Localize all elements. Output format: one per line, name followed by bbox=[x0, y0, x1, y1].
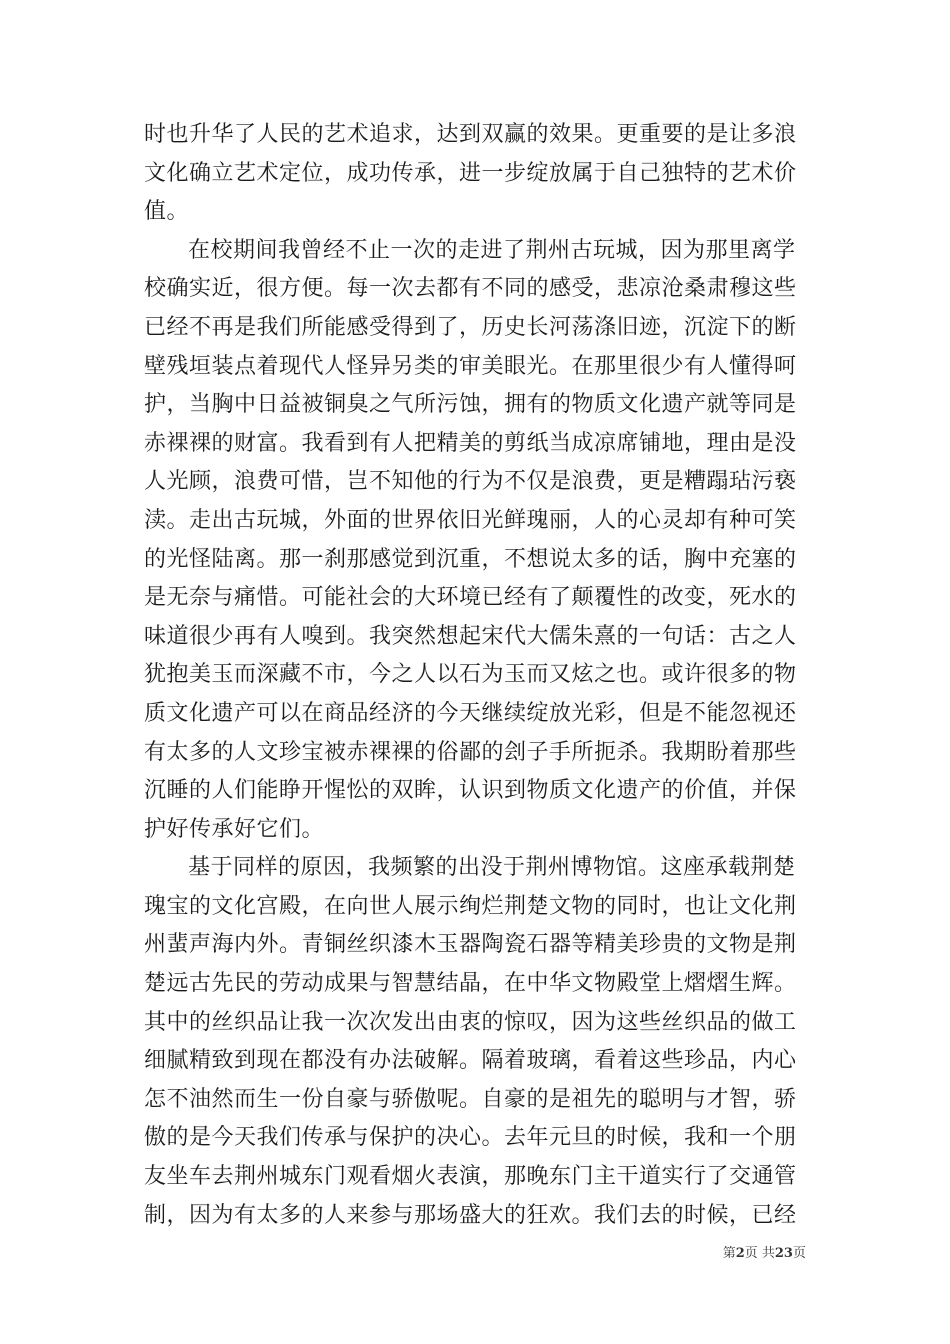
text-line: 值。 bbox=[144, 199, 190, 225]
text-line: 的光怪陆离。那一刹那感觉到沉重，不想说太多的话，胸中充塞的 bbox=[144, 546, 797, 572]
text-line: 时也升华了人民的艺术追求，达到双赢的效果。更重要的是让多浪 bbox=[144, 122, 797, 147]
footer-suffix: 页 bbox=[792, 1246, 806, 1261]
text-line: 楚远古先民的劳动成果与智慧结晶，在中华文物殿堂上熠熠生辉。 bbox=[144, 971, 797, 997]
text-line: 其中的丝织品让我一次次发出由衷的惊叹，因为这些丝织品的做工 bbox=[144, 1009, 797, 1035]
text-line: 细腻精致到现在都没有办法破解。隔着玻璃，看着这些珍品，内心 bbox=[144, 1048, 797, 1074]
text-line: 沉睡的人们能睁开惺忪的双眸，认识到物质文化遗产的价值，并保 bbox=[144, 778, 797, 804]
text-line: 赤裸裸的财富。我看到有人把精美的剪纸当成凉席铺地，理由是没 bbox=[144, 430, 797, 456]
text-line: 有太多的人文珍宝被赤裸裸的俗鄙的刽子手所扼杀。我期盼着那些 bbox=[144, 739, 797, 765]
text-line: 味道很少再有人嗅到。我突然想起宋代大儒朱熹的一句话：古之人 bbox=[144, 623, 797, 649]
text-line: 州蜚声海内外。青铜丝织漆木玉器陶瓷石器等精美珍贵的文物是荆 bbox=[144, 932, 797, 958]
text-line: 护，当胸中日益被铜臭之气所污蚀，拥有的物质文化遗产就等同是 bbox=[144, 392, 797, 418]
text-line: 犹抱美玉而深藏不市，今之人以石为玉而又炫之也。或许很多的物 bbox=[144, 662, 797, 688]
text-line: 文化确立艺术定位，成功传承，进一步绽放属于自己独特的艺术价 bbox=[144, 160, 797, 186]
paragraph bbox=[144, 232, 810, 850]
footer-prefix: 第 bbox=[722, 1246, 736, 1261]
footer-total-pages: 23 bbox=[774, 1246, 793, 1261]
footer-page-number: 2 bbox=[735, 1246, 745, 1261]
paragraph bbox=[144, 116, 810, 232]
text-line: 友坐车去荆州城东门观看烟火表演，那晚东门主干道实行了交通管 bbox=[144, 1164, 797, 1190]
text-line: 在校期间我曾经不止一次的走进了荆州古玩城，因为那里离学 bbox=[188, 237, 796, 263]
text-line: 校确实近，很方便。每一次去都有不同的感受，悲凉沧桑肃穆这些 bbox=[144, 276, 797, 302]
text-line: 怎不油然而生一份自豪与骄傲呢。自豪的是祖先的聪明与才智，骄 bbox=[144, 1086, 797, 1112]
text-line: 人光顾，浪费可惜，岂不知他的行为不仅是浪费，更是糟蹋玷污亵 bbox=[144, 469, 797, 495]
text-line: 基于同样的原因，我频繁的出没于荆州博物馆。这座承载荆楚 bbox=[188, 855, 796, 881]
page-footer bbox=[723, 1246, 806, 1262]
text-line: 已经不再是我们所能感受得到了，历史长河荡涤旧迹，沉淀下的断 bbox=[144, 314, 797, 340]
text-line: 质文化遗产可以在商品经济的今天继续绽放光彩，但是不能忽视还 bbox=[144, 700, 797, 726]
text-line: 瑰宝的文化宫殿，在向世人展示绚烂荆楚文物的同时，也让文化荆 bbox=[144, 893, 797, 919]
paragraph bbox=[144, 849, 810, 1235]
text-line: 制，因为有太多的人来参与那场盛大的狂欢。我们去的时候，已经 bbox=[144, 1202, 797, 1228]
text-line: 壁残垣装点着现代人怪异另类的审美眼光。在那里很少有人懂得呵 bbox=[144, 353, 797, 379]
text-line: 傲的是今天我们传承与保护的决心。去年元旦的时候，我和一个朋 bbox=[144, 1125, 797, 1151]
text-line: 渎。走出古玩城，外面的世界依旧光鲜瑰丽，人的心灵却有种可笑 bbox=[144, 507, 797, 533]
footer-middle: 页 共 bbox=[744, 1246, 775, 1261]
text-line: 是无奈与痛惜。可能社会的大环境已经有了颠覆性的改变，死水的 bbox=[144, 585, 797, 611]
text-line: 护好传承好它们。 bbox=[144, 816, 325, 842]
document-body bbox=[144, 116, 810, 1235]
